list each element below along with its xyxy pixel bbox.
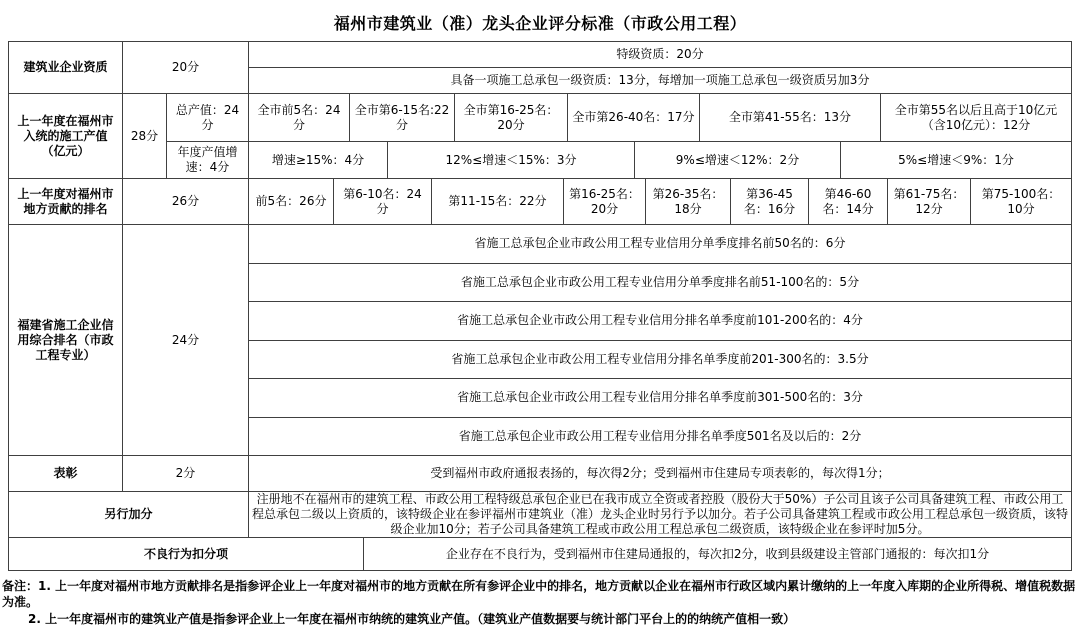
footnotes (0, 571, 1080, 628)
output-total-label: 总产值：24分 (167, 94, 249, 141)
contribution-cell: 第46-60名：14分 (809, 179, 888, 224)
row-output-value (9, 94, 1071, 179)
extra-points-text: 注册地不在福州市的建筑工程、市政公用工程特级总承包企业已在我市成立全资或者控股（股份大于50%）子公司且该子公司具备建筑工程、市政公用工程总承包二级以上资质的，该特级企业在参评福州市建筑业（准）龙头企业时另行予以加分。若子公司具备建筑工程或市政公用工程总承包一级资质，该特级企业加10分；若子公司具备建筑工程或市政公用工程总承包二级资质，该特级企业在参评时加5分。 (251, 492, 1068, 536)
row-qualification (9, 42, 1071, 94)
credit-criterion: 省施工总承包企业市政公用工程专业信用分排名单季度前101-200名的：4分 (457, 313, 863, 328)
output-growth-label: 年度产值增速：4分 (167, 142, 249, 178)
commendation-score: 2分 (123, 456, 249, 491)
contribution-score: 26分 (123, 179, 249, 224)
extra-points-label: 另行加分 (9, 492, 249, 537)
row-deduction (9, 538, 1071, 570)
credit-criterion: 省施工总承包企业市政公用工程专业信用分单季度排名前50名的：6分 (474, 236, 846, 251)
credit-label: 福建省施工企业信用综合排名（市政工程专业） (9, 225, 123, 455)
contribution-label: 上一年度对福州市地方贡献的排名 (9, 179, 123, 224)
row-commendation (9, 456, 1071, 492)
page-title: 福州市建筑业（准）龙头企业评分标准（市政公用工程） (333, 14, 747, 33)
commendation-label: 表彰 (9, 456, 123, 491)
output-total-cell: 全市第26-40名：17分 (568, 94, 700, 141)
qualification-score: 20分 (123, 42, 249, 93)
row-credit (9, 225, 1071, 456)
score-table (8, 41, 1072, 571)
output-total-cell: 全市第41-55名：13分 (700, 94, 881, 141)
output-total-cell: 全市第16-25名：20分 (455, 94, 568, 141)
credit-criterion: 省施工总承包企业市政公用工程专业信用分单季度排名前51-100名的：5分 (460, 274, 860, 289)
deduction-text: 企业存在不良行为，受到福州市住建局通报的，每次扣2分，收到县级建设主管部门通报的：每次扣1分 (445, 546, 990, 561)
credit-criterion: 省施工总承包企业市政公用工程专业信用分排名单季度前301-500名的：3分 (457, 390, 863, 405)
row-contribution (9, 179, 1071, 225)
output-growth-cell: 增速≥15%：4分 (249, 142, 388, 178)
credit-score: 24分 (123, 225, 249, 455)
commendation-text: 受到福州市政府通报表扬的，每次得2分；受到福州市住建局专项表彰的，每次得1分； (430, 466, 890, 480)
contribution-cell: 第75-100名：10分 (981, 186, 1061, 216)
contribution-cell: 第26-35名：18分 (646, 179, 731, 224)
output-total-cell: 全市第55名以后且高于10亿元（含10亿元）：12分 (894, 102, 1058, 132)
contribution-cell: 第16-25名：20分 (564, 179, 646, 224)
qualification-label: 建筑业企业资质 (9, 42, 123, 93)
contribution-cell: 第6-10名：24分 (334, 179, 432, 224)
qualification-criterion: 具备一项施工总承包一级资质：13分，每增加一项施工总承包一级资质另加3分 (450, 73, 870, 87)
contribution-cell: 第61-75名：12分 (888, 179, 971, 224)
output-total-cell: 全市第6-15名:22分 (350, 94, 455, 141)
footnote-2: 2. 上一年度福州市的建筑业产值是指参评企业上一年度在福州市纳统的建筑业产值。（建筑业产值数据要与统计部门平台上的的纳统产值相一致） (28, 612, 796, 627)
output-growth-cell: 5%≤增速＜9%：1分 (898, 152, 1014, 167)
output-growth-cell: 9%≤增速＜12%：2分 (635, 142, 841, 178)
output-total-cell: 全市前5名：24分 (249, 94, 350, 141)
row-extra-points (9, 492, 1071, 538)
contribution-cell: 第11-15名：22分 (432, 179, 564, 224)
qualification-criterion: 特级资质：20分 (616, 47, 704, 61)
output-value-score: 28分 (123, 94, 167, 178)
contribution-cell: 第36-45名：16分 (731, 179, 809, 224)
output-value-label: 上一年度在福州市入统的施工产值（亿元） (9, 94, 123, 178)
output-growth-cell: 12%≤增速＜15%：3分 (388, 142, 635, 178)
deduction-label: 不良行为扣分项 (9, 538, 364, 570)
contribution-cell: 前5名：26分 (249, 179, 334, 224)
credit-criterion: 省施工总承包企业市政公用工程专业信用分排名单季度501名及以后的：2分 (458, 428, 862, 443)
credit-criterion: 省施工总承包企业市政公用工程专业信用分排名单季度前201-300名的：3.5分 (451, 351, 869, 366)
footnote-1: 备注：1. 上一年度对福州市地方贡献排名是指参评企业上一年度对福州市的地方贡献在所有参评企业中的排名，地方贡献以企业在福州市行政区域内累计缴纳的上一年度入库期的企业所得税、增值税数据为准。 (2, 579, 1076, 609)
